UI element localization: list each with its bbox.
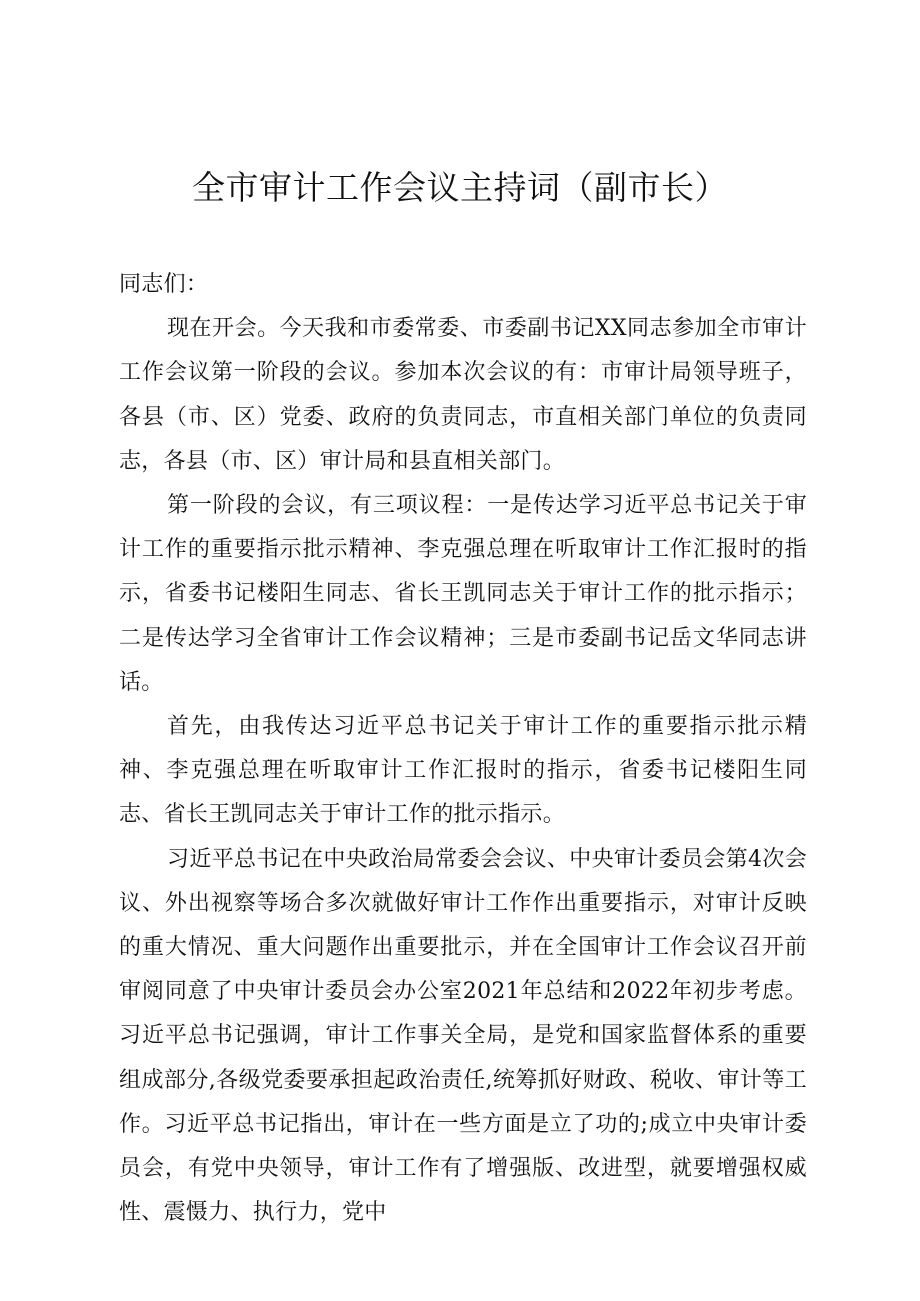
paragraph-agenda: 第一阶段的会议，有三项议程：一是传达学习近平总书记关于审计工作的重要指示批示精神、李克强总理在听取审计工作汇报时的指示，省委书记楼阳生同志、省长王凯同志关于审计工作的批示指示；二是传达学习全省审计工作会议精神；三是市委副书记岳文华同志讲话。	[119, 493, 807, 695]
document-title: 全市审计工作会议主持词（副市长）	[192, 168, 728, 207]
salutation: 同志们：	[119, 272, 209, 297]
paragraph-opening: 现在开会。今天我和市委常委、市委副书记XX同志参加全市审计工作会议第一阶段的会议。参加本次会议的有：市审计局领导班子，各县（市、区）党委、政府的负责同志，市直相关部门单位的负责同志，各县（市、区）审计局和县直相关部门。	[119, 316, 807, 474]
document-body	[119, 263, 807, 1235]
paragraph-first-item: 首先，由我传达习近平总书记关于审计工作的重要指示批示精神、李克强总理在听取审计工作汇报时的指示，省委书记楼阳生同志、省长王凯同志关于审计工作的批示指示。	[119, 714, 807, 828]
paragraph-instructions: 习近平总书记在中央政治局常委会会议、中央审计委员会第4次会议、外出视察等场合多次就做好审计工作作出重要指示，对审计反映的重大情况、重大问题作出重要批示，并在全国审计工作会议召开前审阅同意了中央审计委员会办公室2021年总结和2022年初步考虑。习近平总书记强调，审计工作事关全局，是党和国家监督体系的重要组成部分,各级党委要承担起政治责任,统筹抓好财政、税收、审计等工作。习近平总书记指出，审计在一些方面是立了功的;成立中央审计委员会，有党中央领导，审计工作有了增强版、改进型，就要增强权威性、震慑力、执行力，党中	[119, 846, 807, 1226]
